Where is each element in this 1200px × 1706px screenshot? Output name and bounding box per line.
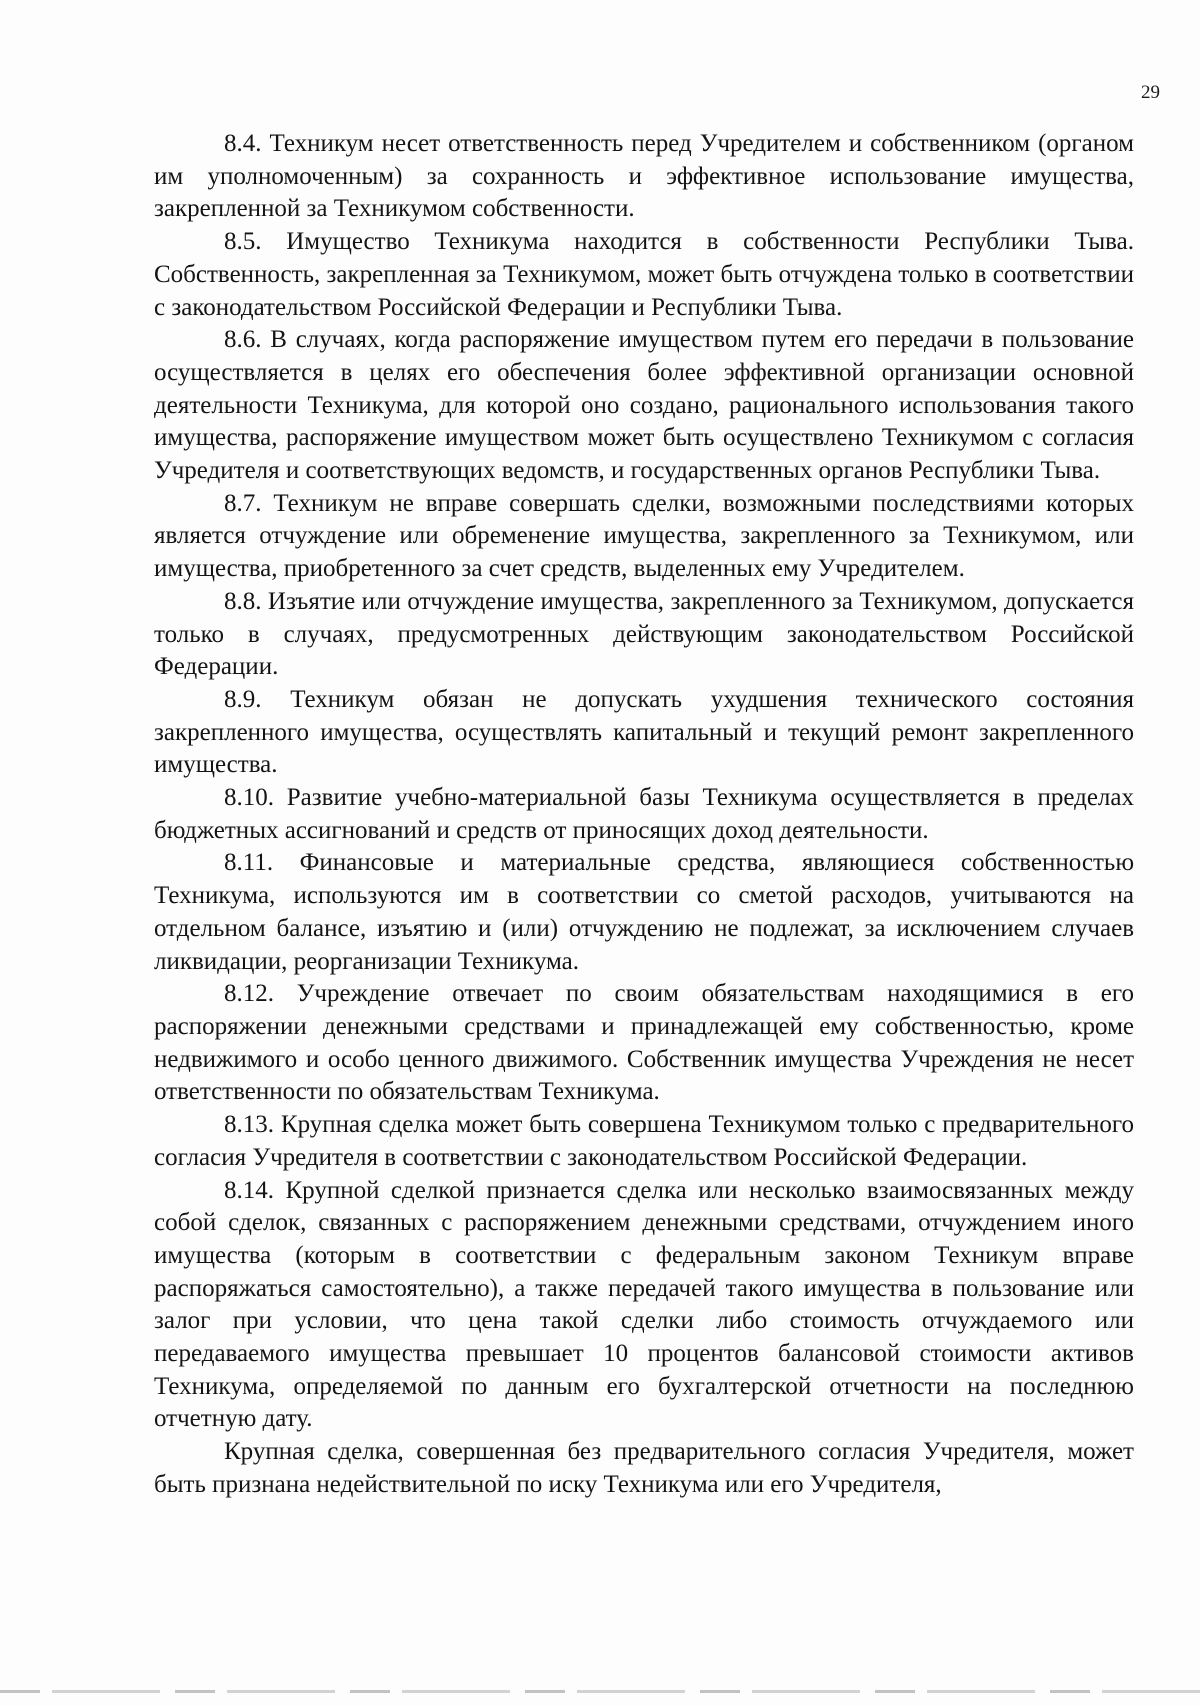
paragraph-8-9: 8.9. Техникум обязан не допускать ухудшения технического состояния закрепленного имущества, осуществлять капитальный и текущий ремонт закрепленного имущества. [154, 685, 1134, 779]
paragraph-8-14: 8.14. Крупной сделкой признается сделка или несколько взаимосвязанных между собой сделок, связанных с распоряжением денежными средствами, отчуждением иного имущества (которым в соответствии с федеральным законом Техникум вправе распоряжаться самостоятельно), а также передачей такого имущества в пользование или залог при условии, что цена такой сделки либо стоимость отчуждаемого или передаваемого имущества превышает 10 процентов балансовой стоимости активов Техникума, определяемой по данным его бухгалтерской отчетности на последнюю отчетную дату. [154, 1176, 1134, 1433]
paragraph-8-4: 8.4. Техникум несет ответственность перед Учредителем и собственником (органом им уполномоченным) за сохранность и эффективное использование имущества, закрепленной за Техникумом собственности. [154, 130, 1134, 223]
scan-edge-artifact [0, 1690, 1200, 1693]
paragraph-8-10: 8.10. Развитие учебно-материальной базы Техникума осуществляется в пределах бюджетных ассигнований и средств от приносящих доход деятельности. [154, 784, 1134, 844]
paragraph-8-7: 8.7. Техникум не вправе совершать сделки, возможными последствиями которых является отчуждение или обременение имущества, закрепленного за Техникумом, или имущества, приобретенного за счет средств, выделенных ему Учредителем. [154, 489, 1134, 583]
paragraph-8-8: 8.8. Изъятие или отчуждение имущества, закрепленного за Техникумом, допускается только в случаях, предусмотренных действующим законодательством Российской Федерации. [154, 587, 1134, 681]
paragraph-8-6: 8.6. В случаях, когда распоряжение имуществом путем его передачи в пользование осуществляется в целях его обеспечения более эффективной организации основной деятельности Техникума, для которой оно создано, рационального использования такого имущества, распоряжение имуществом может быть осуществлено Техникумом с согласия Учредителя и соответствующих ведомств, и государственных органов Республики Тыва. [154, 326, 1134, 485]
paragraph-8-13: 8.13. Крупная сделка может быть совершена Техникумом только с предварительного согласия Учредителя в соответствии с законодательством Российской Федерации. [154, 1111, 1134, 1171]
paragraph-large-deal-continuation: Крупная сделка, совершенная без предварительного согласия Учредителя, может быть признана недействительной по иску Техникума или его Учредителя, [154, 1438, 1134, 1498]
paragraph-8-5: 8.5. Имущество Техникума находится в собственности Республики Тыва. Собственность, закрепленная за Техникумом, может быть отчуждена только в соответствии с законодательством Российской Федерации и Республики Тыва. [154, 228, 1134, 321]
page-number: 29 [1141, 82, 1160, 103]
paragraph-8-11: 8.11. Финансовые и материальные средства, являющиеся собственностью Техникума, используются им в соответствии со сметой расходов, учитываются на отдельном балансе, изъятию и (или) отчуждению не подлежат, за исключением случаев ликвидации, реорганизации Техникума. [154, 849, 1134, 975]
paragraph-8-12: 8.12. Учреждение отвечает по своим обязательствам находящимися в его распоряжении денежными средствами и принадлежащей ему собственностью, кроме недвижимого и особо ценного движимого. Собственник имущества Учреждения не несет ответственности по обязательствам Техникума. [154, 980, 1134, 1106]
document-body [154, 128, 1134, 1502]
